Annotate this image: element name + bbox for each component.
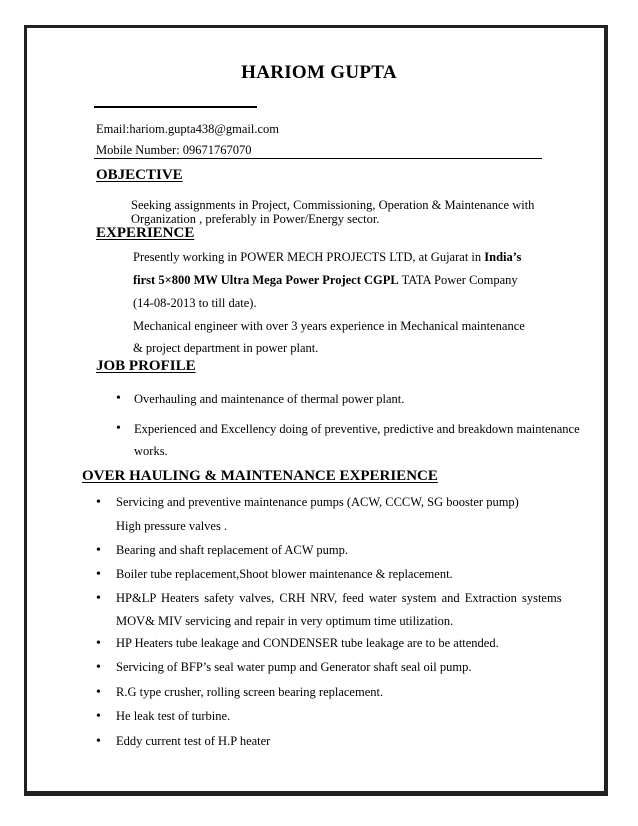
bullet-icon: • bbox=[96, 636, 101, 651]
overhauling-item: Servicing and preventive maintenance pumps (ACW, CCCW, SG booster pump) bbox=[116, 495, 519, 509]
experience-line-2-bold: first 5×800 MW Ultra Mega Power Project CGPL bbox=[133, 273, 399, 287]
objective-line-2: Organization , preferably in Power/Energy sector. bbox=[131, 212, 380, 226]
overhauling-item: Eddy current test of H.P heater bbox=[116, 734, 271, 748]
overhauling-item: Boiler tube replacement,Shoot blower maintenance & replacement. bbox=[116, 567, 453, 581]
bullet-icon: • bbox=[96, 495, 101, 510]
experience-line-3: (14-08-2013 to till date). bbox=[133, 296, 257, 310]
bullet-icon: • bbox=[116, 421, 121, 436]
experience-heading: EXPERIENCE bbox=[96, 225, 195, 241]
experience-line-2 bbox=[133, 273, 518, 288]
experience-line-5: & project department in power plant. bbox=[133, 341, 319, 355]
job-profile-item: Overhauling and maintenance of thermal power plant. bbox=[134, 392, 405, 406]
bullet-icon: • bbox=[96, 543, 101, 558]
bullet-icon: • bbox=[96, 591, 101, 606]
job-profile-item: Experienced and Excellency doing of preventive, predictive and breakdown maintenance bbox=[134, 422, 580, 436]
email-line: Email:hariom.gupta438@gmail.com bbox=[96, 122, 280, 136]
overhauling-item: Servicing of BFP’s seal water pump and Generator shaft seal oil pump. bbox=[116, 660, 472, 674]
mobile-line: Mobile Number: 09671767070 bbox=[96, 143, 252, 157]
bullet-icon: • bbox=[96, 660, 101, 675]
experience-line-2-text: TATA Power Company bbox=[398, 273, 518, 287]
objective-heading: OBJECTIVE bbox=[96, 167, 183, 183]
overhauling-item-continuation: High pressure valves . bbox=[116, 519, 228, 533]
overhauling-item: R.G type crusher, rolling screen bearing replacement. bbox=[116, 685, 384, 699]
overhauling-item: Bearing and shaft replacement of ACW pump. bbox=[116, 543, 348, 557]
overhauling-item: He leak test of turbine. bbox=[116, 709, 231, 723]
experience-line-1-text: Presently working in POWER MECH PROJECTS LTD, at Gujarat in bbox=[133, 250, 485, 264]
objective-line-1: Seeking assignments in Project, Commissioning, Operation & Maintenance with bbox=[131, 198, 535, 212]
job-profile-item-continuation: works. bbox=[134, 444, 168, 458]
resume-name: HARIOM GUPTA bbox=[241, 62, 397, 83]
overhauling-item: HP Heaters tube leakage and CONDENSER tube leakage are to be attended. bbox=[116, 636, 499, 650]
experience-line-1 bbox=[133, 250, 521, 265]
bullet-icon: • bbox=[96, 685, 101, 700]
overhauling-item-continuation: MOV& MIV servicing and repair in very optimum time utilization. bbox=[116, 614, 454, 628]
job-profile-heading: JOB PROFILE bbox=[96, 358, 196, 374]
bullet-icon: • bbox=[96, 709, 101, 724]
overhauling-heading: OVER HAULING & MAINTENANCE EXPERIENCE bbox=[82, 468, 438, 484]
contact-divider bbox=[94, 158, 542, 159]
page-border bbox=[24, 25, 608, 796]
experience-line-4: Mechanical engineer with over 3 years experience in Mechanical maintenance bbox=[133, 319, 525, 333]
overhauling-item: HP&LP Heaters safety valves, CRH NRV, feed water system and Extraction systems bbox=[116, 591, 562, 605]
bullet-icon: • bbox=[116, 391, 121, 406]
bullet-icon: • bbox=[96, 567, 101, 582]
bullet-icon: • bbox=[96, 734, 101, 749]
experience-line-1-bold: India’s bbox=[484, 250, 522, 264]
name-underline bbox=[94, 106, 257, 108]
